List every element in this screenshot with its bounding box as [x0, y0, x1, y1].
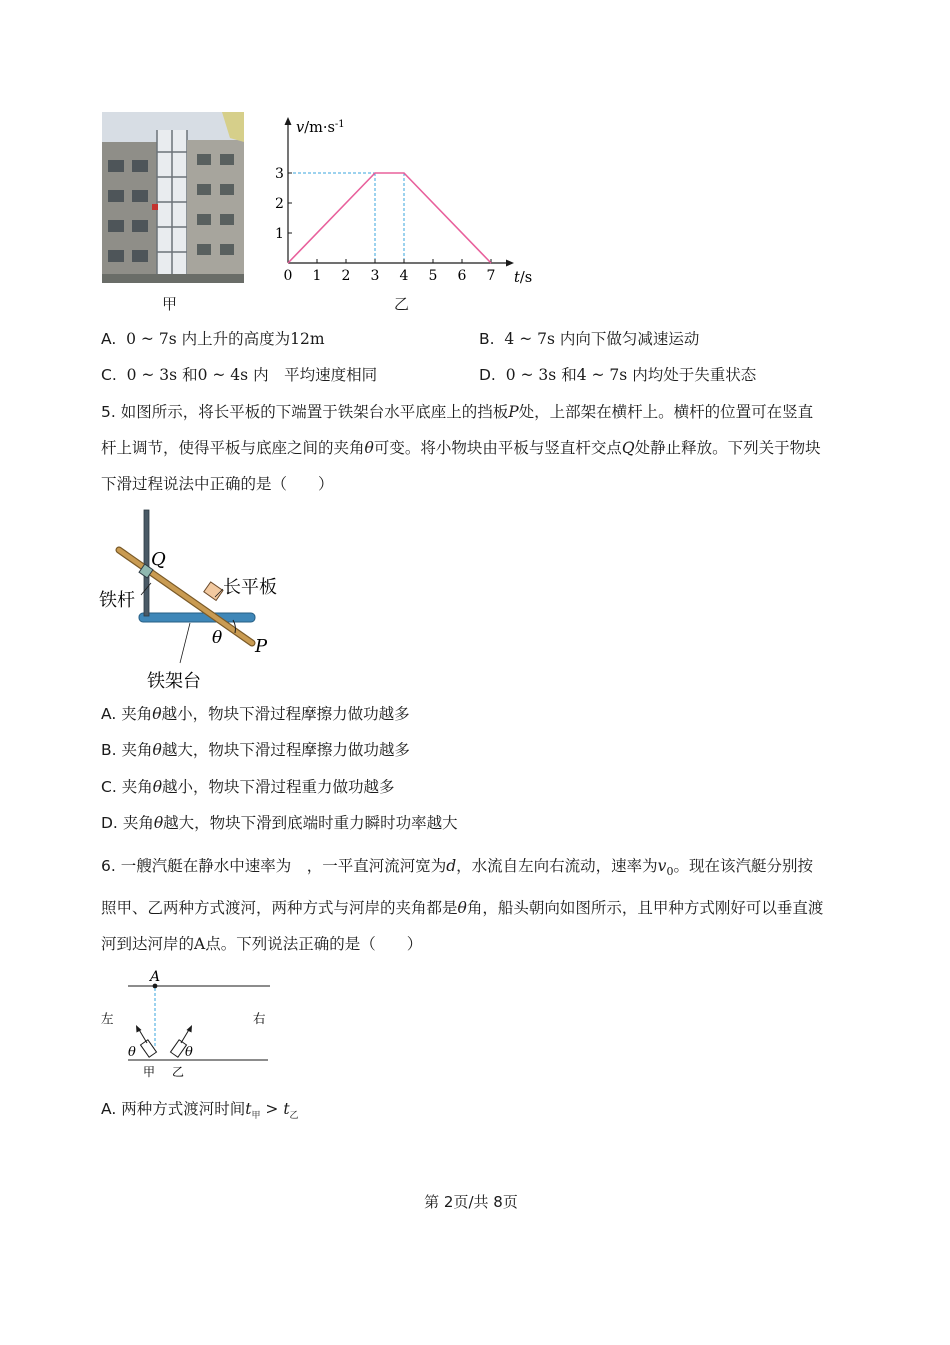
- boat-jia: [141, 1040, 157, 1057]
- x-axis-label: t/s: [514, 270, 533, 286]
- label-right: 右: [253, 1011, 266, 1026]
- label-p: P: [255, 636, 268, 657]
- q5-option-d[interactable]: D. 夹角θ越大，物块下滑到底端时重力瞬时功率越大: [101, 814, 458, 832]
- label-a: A: [150, 969, 161, 985]
- page-footer: 第 2页/共 8页: [424, 1193, 518, 1211]
- incline-apparatus-figure: [95, 505, 295, 695]
- x-tick-label: 3: [370, 268, 380, 284]
- label-q: Q: [151, 549, 166, 570]
- q5-option-a[interactable]: A. 夹角θ越小，物块下滑过程摩擦力做功越多: [101, 705, 410, 723]
- velocity-time-graph: [270, 112, 540, 292]
- q6-option-a[interactable]: A. 两种方式渡河时间$t_甲 > t_乙$: [101, 1100, 299, 1122]
- y-axis-arrow: [285, 117, 292, 125]
- y-axis-label: $v/m\cdot s^{-1}$: [296, 119, 345, 136]
- q5-option-c[interactable]: C. 夹角θ越小，物块下滑过程重力做功越多: [101, 778, 395, 796]
- label-rod: 铁杆: [99, 590, 135, 611]
- building-illustration: [102, 112, 244, 283]
- q5-stem-line2: 杆上调节，使得平板与底座之间的夹角θ可变。将小物块由平板与竖直杆交点Q处静止释放。下列关于物块: [101, 439, 821, 457]
- y-tick-label: 1: [275, 226, 284, 242]
- q5-stem-line3: 下滑过程说法中正确的是（ ）: [101, 475, 334, 493]
- label-left: 左: [101, 1011, 114, 1026]
- q4-option-d[interactable]: D. 0 ~ 3s 和4 ~ 7s 内均处于失重状态: [479, 366, 757, 384]
- photo-caption: 甲: [162, 295, 178, 313]
- x-tick-label: 4: [399, 268, 409, 284]
- q4-option-b[interactable]: B. 4 ~ 7s 内向下做匀减速运动: [479, 330, 700, 348]
- graph-caption: 乙: [394, 295, 410, 313]
- label-yi: 乙: [172, 1065, 185, 1079]
- q5-option-b[interactable]: B. 夹角θ越大，物块下滑过程摩擦力做功越多: [101, 741, 410, 759]
- x-tick-label: 2: [341, 268, 351, 284]
- q6-stem-line3: 河到达河岸的A点。下列说法正确的是（ ）: [101, 935, 423, 953]
- label-theta: θ: [212, 628, 223, 648]
- q6-stem-line1: 6. 一艘汽艇在静水中速率为 ，一平直河流河宽为d，水流自左向右流动，速率为$v_0$。现在该汽艇分别按: [101, 857, 813, 879]
- x-tick-label: 6: [457, 268, 467, 284]
- stand-base: [139, 613, 255, 622]
- arrow-jia: [136, 1025, 142, 1033]
- small-block: [204, 582, 223, 600]
- vertical-rod: [144, 510, 149, 616]
- x-axis-arrow: [506, 260, 514, 267]
- y-tick-label: 2: [275, 196, 284, 212]
- label-theta-yi: θ: [185, 1045, 193, 1060]
- label-jia: 甲: [143, 1065, 156, 1079]
- x-tick-label: 5: [428, 268, 438, 284]
- label-board: 长平板: [223, 577, 277, 598]
- river-crossing-figure: [95, 965, 280, 1083]
- label-stand: 铁架台: [147, 671, 201, 692]
- q6-stem-line2: 照甲、乙两种方式渡河，两种方式与河岸的夹角都是θ角，船头朝向如图所示，且甲种方式刚好可以垂直渡: [101, 899, 824, 917]
- x-tick-label: 7: [486, 268, 496, 284]
- y-tick-label: 3: [275, 166, 284, 182]
- velocity-series-line: [288, 173, 491, 263]
- q4-option-a[interactable]: A. 0 ~ 7s 内上升的高度为12m: [101, 330, 325, 348]
- x-tick-label: 1: [312, 268, 322, 284]
- elevator-photo: [102, 112, 244, 283]
- x-tick-label: 0: [283, 268, 293, 284]
- arrow-yi: [187, 1025, 193, 1033]
- label-theta-jia: θ: [128, 1045, 136, 1060]
- q4-option-c[interactable]: C. 0 ~ 3s 和0 ~ 4s 内 平均速度相同: [101, 366, 378, 384]
- q5-stem-line1: 5. 如图所示，将长平板的下端置于铁架台水平底座上的挡板P处，上部架在横杆上。横杆的位置可在竖直: [101, 403, 814, 421]
